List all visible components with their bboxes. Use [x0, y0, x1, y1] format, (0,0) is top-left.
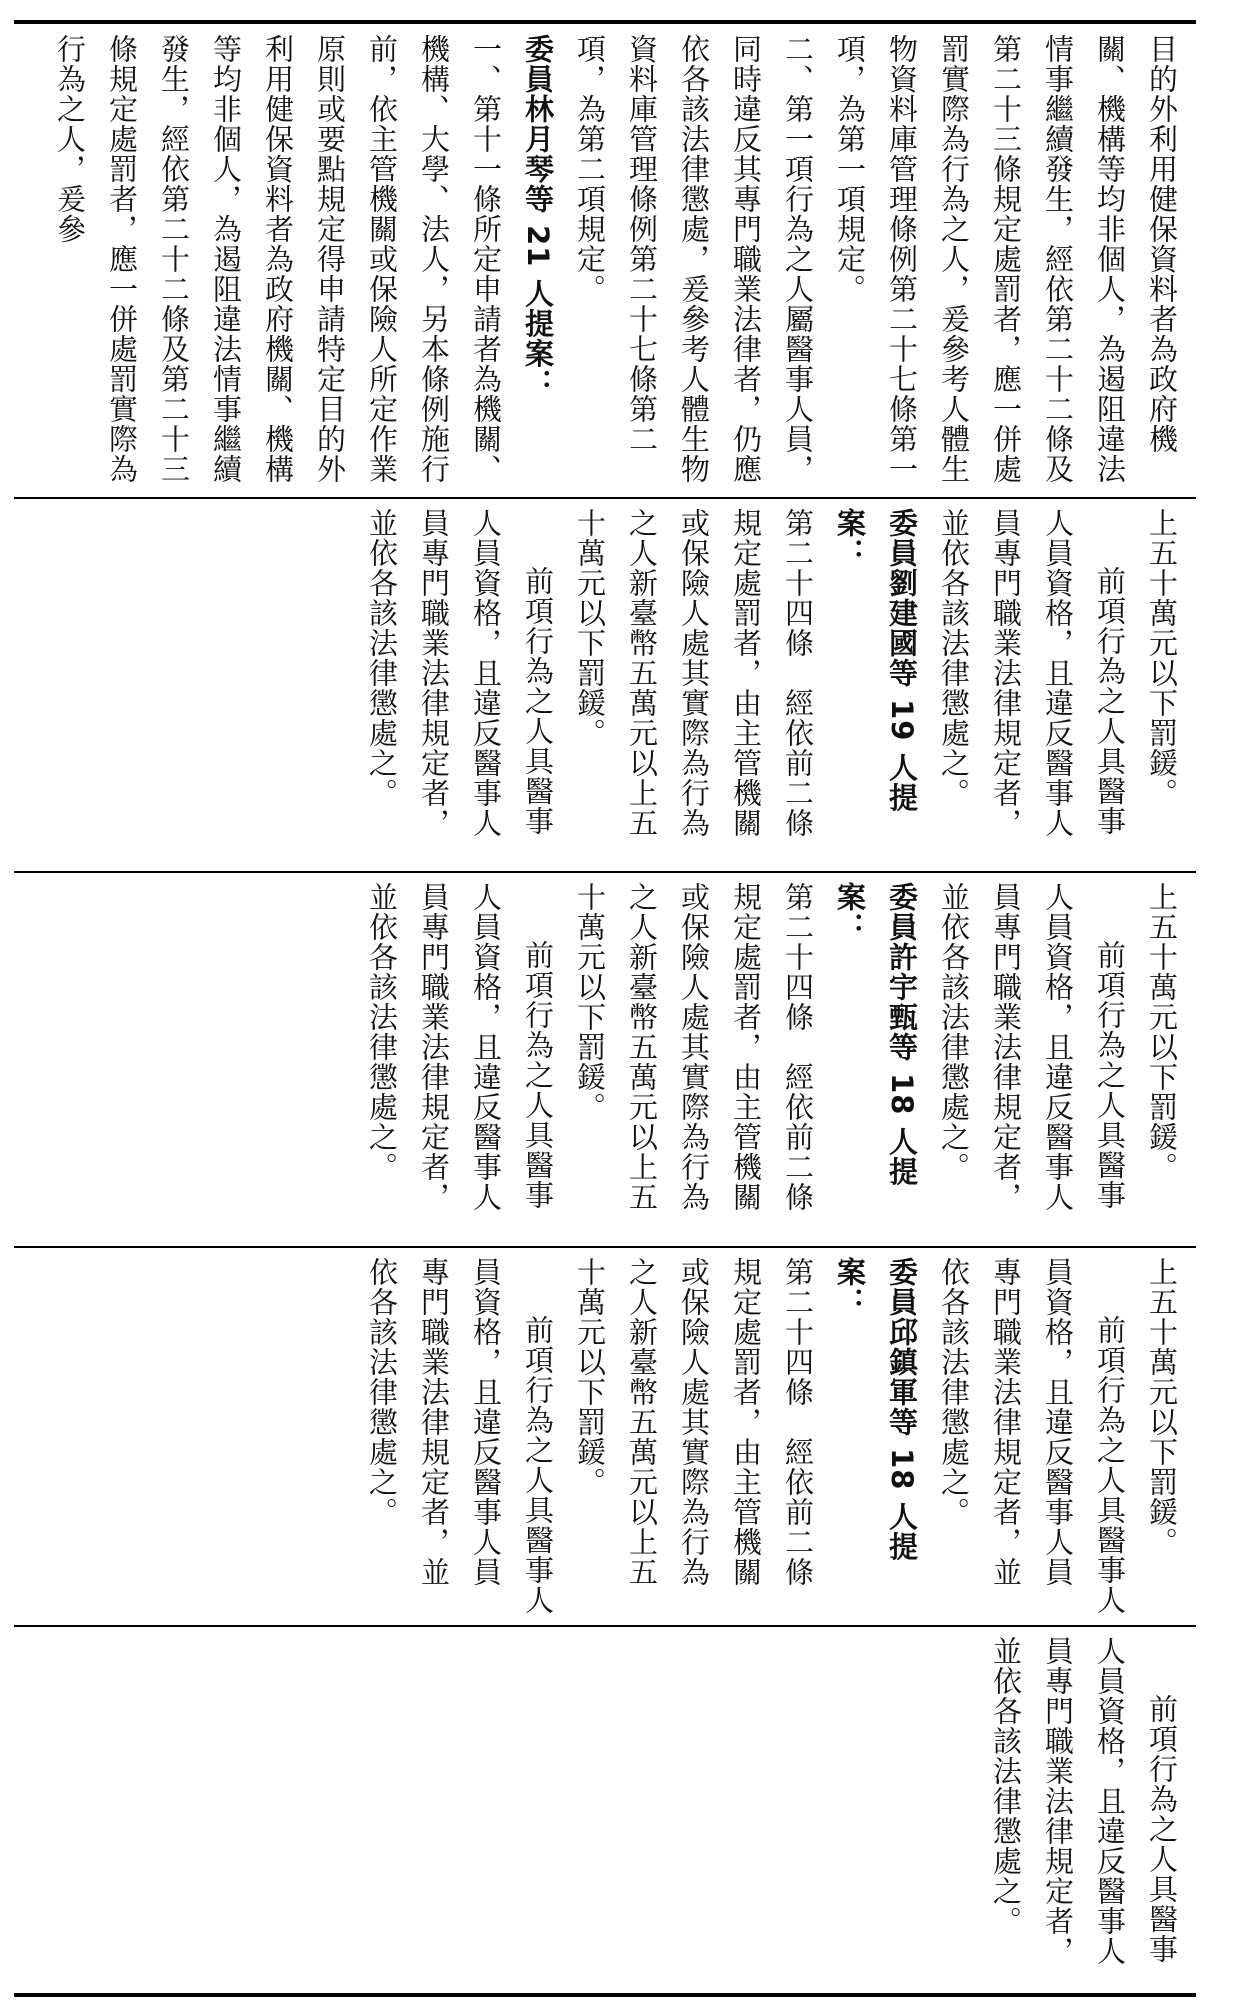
- paragraph: 前項行為之人具醫事人員資格，且違反醫事人員專門職業法律規定者，並依各該法律懲處之。: [937, 1257, 1127, 1615]
- row-5: [14, 1628, 1196, 1990]
- paragraph: 前項行為之人具醫事人員資格，且違反醫事人員專門職業法律規定者，並依各該法律懲處之。: [937, 882, 1127, 1212]
- top-rule: [14, 20, 1196, 24]
- paragraph: 上五十萬元以下罰鍰。: [1145, 1257, 1179, 1557]
- paragraph: 上五十萬元以下罰鍰。: [1145, 508, 1179, 808]
- row-2: [14, 500, 1196, 870]
- row-separator: [14, 871, 1196, 873]
- paragraph: 二、第一項行為之人屬醫事人員，同時違反其專門職業法律者，仍應依各該法律懲處，爰參考人體生物資料庫管理條例第二十七條第二項，為第二項規定。: [573, 34, 815, 484]
- row-separator: [14, 497, 1196, 499]
- row-3: [14, 874, 1196, 1244]
- row-4-text: [22, 1257, 1188, 1616]
- paragraph: 前項行為之人具醫事人員資格，且違反醫事人員專門職業法律規定者，並依各該法律懲處之。: [989, 1636, 1179, 1966]
- paragraph: 目的外利用健保資料者為政府機關、機構等均非個人，為遏阻違法情事繼續發生，經依第二十二條及第二十三條規定處罰者，應一併處罰實際為行為之人，爰參考人體生物資料庫管理條例第二十七條第一項，為第一項規定。: [833, 34, 1179, 484]
- paragraph: 第二十四條 經依前二條規定處罰者，由主管機關或保險人處其實際為行為之人新臺幣五萬元以上五十萬元以下罰鍰。: [573, 1257, 815, 1587]
- proposal-heading: 委員劉建國等 19 人提案：: [833, 508, 919, 813]
- bottom-rule: [14, 1993, 1196, 1997]
- paragraph: 一、第十一條所定申請者為機關、機構、大學、法人，另本條例施行前，依主管機關或保險人所定作業原則或要點規定得申請特定目的外利用健保資料者為政府機關、機構等均非個人，為遏阻違法情事繼續發生，經依第二十二條及第二十三條規定處罰者，應一併處罰實際為行為之人，爰參: [53, 34, 503, 484]
- row-1: [14, 26, 1196, 496]
- paragraph: 前項行為之人具醫事人員資格，且違反醫事人員專門職業法律規定者，並依各該法律懲處之。: [365, 882, 555, 1212]
- paragraph: 前項行為之人具醫事人員資格，且違反醫事人員專門職業法律規定者，並依各該法律懲處之。: [365, 1257, 555, 1615]
- row-2-text: [22, 508, 1188, 862]
- paragraph: 前項行為之人具醫事人員資格，且違反醫事人員專門職業法律規定者，並依各該法律懲處之。: [937, 508, 1127, 838]
- row-5-text: [22, 1636, 1188, 1982]
- row-separator: [14, 1246, 1196, 1248]
- paragraph: 上五十萬元以下罰鍰。: [1145, 882, 1179, 1182]
- proposal-heading: 委員邱鎮軍等 18 人提案：: [833, 1257, 919, 1562]
- row-1-text: [22, 34, 1188, 488]
- row-3-text: [22, 882, 1188, 1236]
- paragraph: 第二十四條 經依前二條規定處罰者，由主管機關或保險人處其實際為行為之人新臺幣五萬元以上五十萬元以下罰鍰。: [573, 882, 815, 1212]
- paragraph: 第二十四條 經依前二條規定處罰者，由主管機關或保險人處其實際為行為之人新臺幣五萬元以上五十萬元以下罰鍰。: [573, 508, 815, 838]
- proposal-heading: 委員林月琴等 21 人提案：: [521, 34, 555, 399]
- row-4: [14, 1249, 1196, 1624]
- paragraph: 前項行為之人具醫事人員資格，且違反醫事人員專門職業法律規定者，並依各該法律懲處之。: [365, 508, 555, 838]
- proposal-heading: 委員許宇甄等 18 人提案：: [833, 882, 919, 1187]
- row-separator: [14, 1625, 1196, 1627]
